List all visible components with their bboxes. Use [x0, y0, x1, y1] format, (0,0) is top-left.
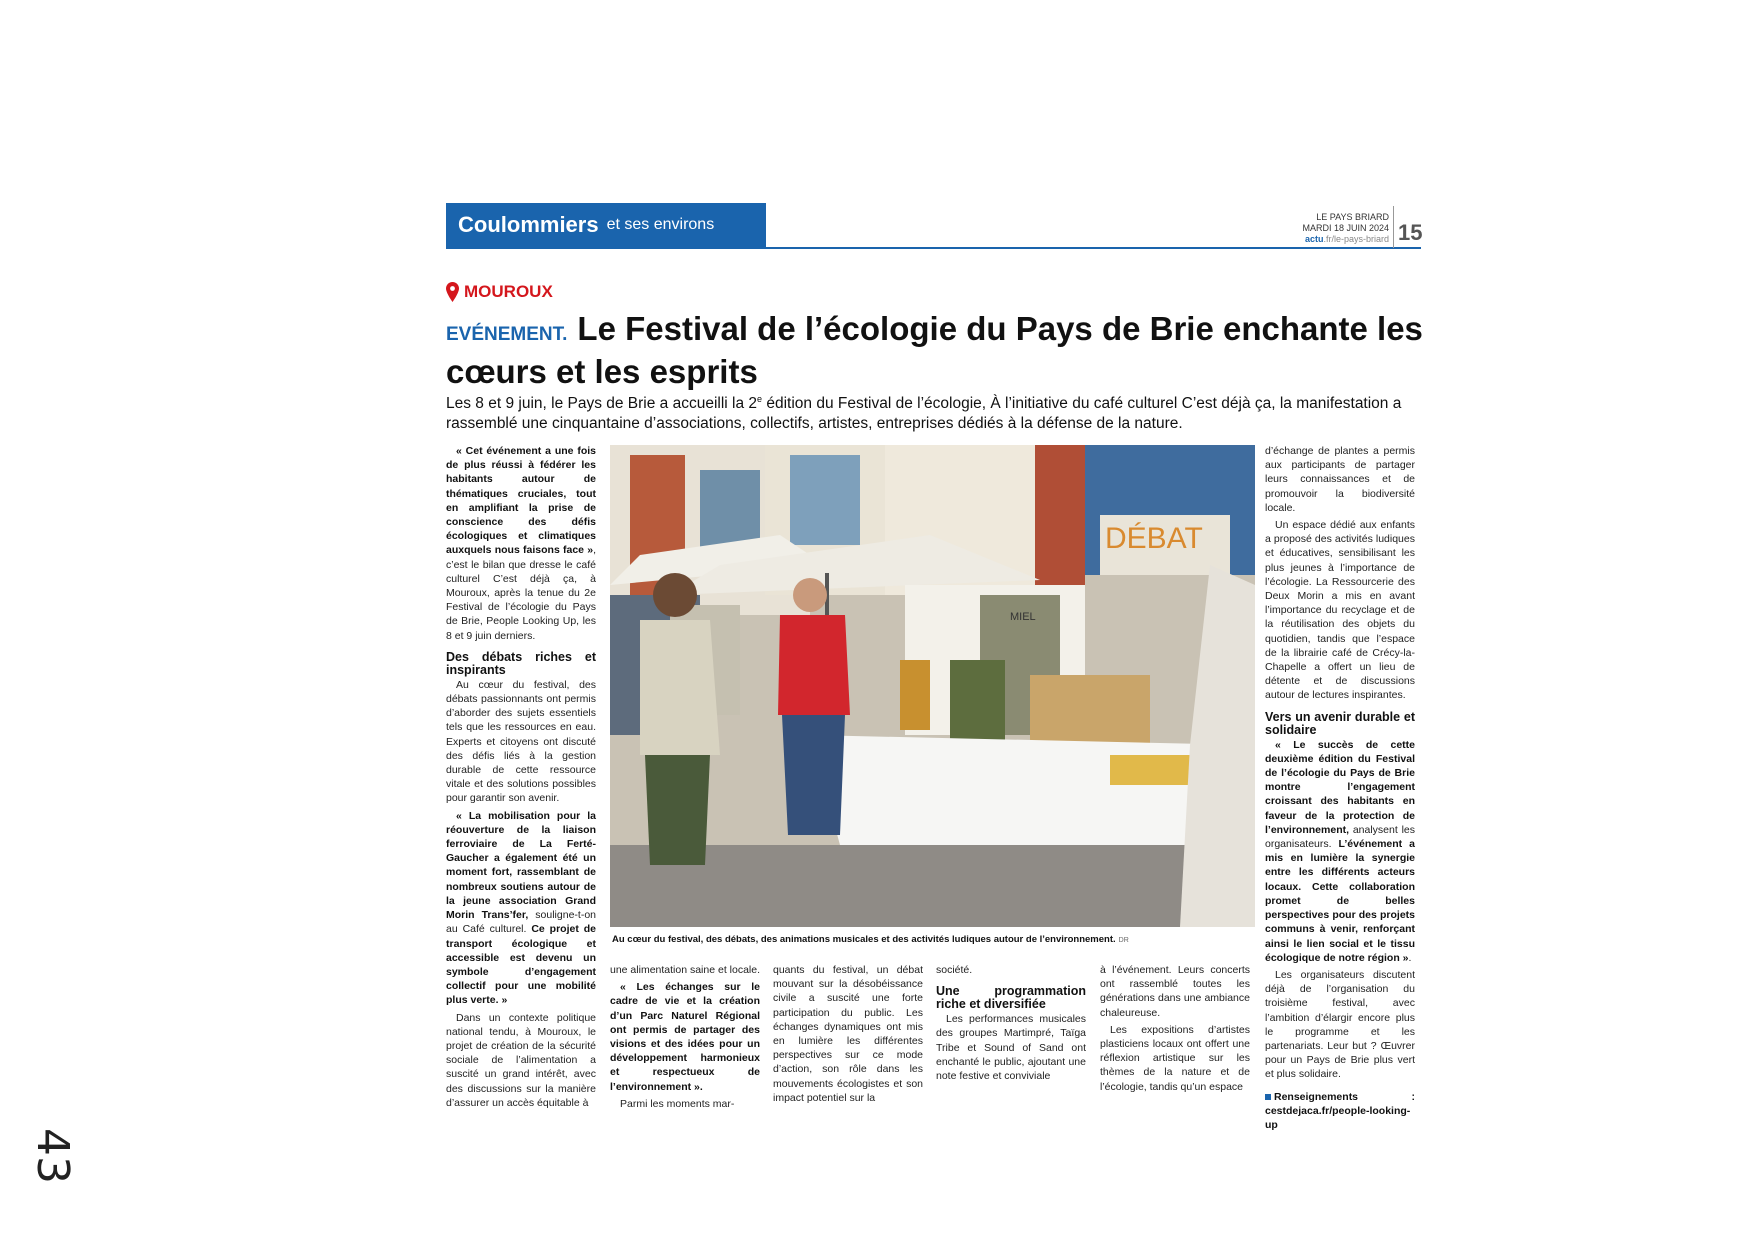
photo-caption: Au cœur du festival, des débats, des animations musicales et des activités ludiques autour de l’environnement. DR	[612, 934, 1129, 945]
newspaper-page-number: 15	[1398, 220, 1423, 245]
article-column-5: à l’événement. Leurs concerts ont rassemblé toutes les générations dans une ambiance chaleureuse. Les expositions d’artistes plasticiens locaux ont offert une réflexion artistique sur les thèmes de la nature et de l’écologie, tandis qu’un espace	[1100, 964, 1250, 1093]
page-separator	[1393, 206, 1394, 248]
article-title	[446, 310, 1426, 390]
section-city: Coulommiers	[458, 212, 599, 237]
article-column-2: une alimentation saine et locale. « Les échanges sur le cadre de vie et la création d’un Parc Naturel Régional ont permis de partager des visions et des idées pour un développement harmonieux et respectueux de l’environnement ». Parmi les moments mar-	[610, 964, 761, 1110]
section-environs: et ses environs	[606, 216, 715, 233]
article-column-1: « Cet événement a une fois de plus réussi à fédérer les habitants autour de thématiques cruciales, tout en amplifiant la prise de conscience des défis écologiques et climatiques auxquels nous faisons face », c’est le bilan que dresse le café culturel C’est déjà ça, à Mouroux, après la tenue du 2e Festival de l’écologie du Pays de Brie, People Looking Up, les 8 et 9 juin derniers. Des débats riches et inspirants Au cœur du festival, des débats passionnants ont permis d’aborder des sujets essentiels tels que les ressources en eau. Experts et citoyens ont discuté des défis liés à la gestion durable de cette ressource vitale et des solutions possibles pour garantir son avenir. « La mobilisation pour la réouverture de la liaison ferroviaire de La Ferté-Gaucher a également été un moment fort, rassemblant de nombreux soutiens autour de la jeune association Grand Morin Trans’fer, souligne-t-on au Café culturel. Ce projet de transport écologique et accessible est devenu un symbole d’engagement collectif pour une mobilité plus verte. » Dans un contexte politique national tendu, à Mouroux, le projet de création de la sécurité sociale de l’alimentation a suscité un grand intérêt, avec des discussions sur la manière d’assurer un accès équitable à	[446, 445, 596, 1109]
paper-date: MARDI 18 JUIN 2024	[1302, 223, 1389, 233]
paper-site: actu.fr/le-pays-briard	[1304, 234, 1389, 244]
square-bullet-icon	[1265, 1094, 1271, 1100]
article-column-6: d’échange de plantes a permis aux participants de partager leurs connaissances et de promouvoir la biodiversité locale. Un espace dédié aux enfants a proposé des activités ludiques et éducatives, sensibilisant les plus jeunes à l’importance de l’écologie. La Ressourcerie des Deux Morin a mis en avant l’importance du recyclage et de la réutilisation des objets du quotidien, tandis que l’espace de la librairie café de Crécy-la-Chapelle a offert un lieu de détente et de discussions autour de lectures inspirantes. Vers un avenir durable et solidaire « Le succès de cette deuxième édition du Festival de l’écologie du Pays de Brie montre l’engagement croissant des habitants en faveur de la protection de l’environnement, analysent les organisateurs. L’événement a mis en lumière la synergie entre les différents acteurs locaux. Cette collaboration promet de belles perspectives pour des projets communs à venir, renforçant ainsi le lien social et le tissu écologique de notre région ». Les organisateurs discutent déjà de l’organisation du troisième festival, avec l’ambition d’élargir encore plus le programme et les partenariats. Leur but ? Œuvrer pour un Pays de Brie plus vert et plus solidaire. Renseignements : cestdejaca.fr/people-looking-up	[1265, 445, 1415, 1131]
article-lead: Les 8 et 9 juin, le Pays de Brie a accueilli la 2e édition du Festival de l’écologie, À l’initiative du café culturel C’est déjà ça, la manifestation a rassemblé une cinquantaine d’associations, collectifs, artistes, entreprises dédiés à la défense de la nature.	[446, 394, 1402, 433]
subheading-avenir: Vers un avenir durable et solidaire	[1265, 709, 1415, 737]
festival-photo	[610, 445, 1255, 927]
article-column-3: quants du festival, un débat mouvant sur la désobéissance civile a suscité une forte participation du public. Les échanges dynamiques ont mis en lumière les différentes perspectives sur ce mode d’action, son rôle dans les mouvements écologistes et son impact potentiel sur la	[773, 964, 923, 1104]
section-header	[446, 203, 766, 247]
location-tag	[446, 282, 553, 302]
svg-text:MIEL: MIEL	[1010, 611, 1036, 623]
subheading-debats: Des débats riches et inspirants	[446, 649, 596, 677]
article-column-4: société. Une programmation riche et diversifiée Les performances musicales des groupes Martimpré, Taïga Tribe et Sound of Sand ont enchanté le public, ajoutant une note festive et conviviale	[936, 964, 1086, 1083]
title-tag: EVÉNEMENT.	[446, 324, 568, 345]
svg-text:DÉBAT: DÉBAT	[1105, 522, 1203, 555]
publication-info	[1240, 212, 1389, 245]
header-rule	[446, 247, 1421, 249]
photo-credit: DR	[1118, 937, 1129, 944]
location-pin-icon	[446, 282, 459, 302]
article-photo	[610, 445, 1255, 927]
headline: Le Festival de l’écologie du Pays de Brie enchante les cœurs et les esprits	[446, 310, 1423, 390]
renseignements: Renseignements : cestdejaca.fr/people-looking-up	[1265, 1090, 1415, 1131]
location-label: MOUROUX	[464, 282, 553, 301]
subheading-programmation: Une programmation riche et diversifiée	[936, 984, 1086, 1012]
paper-name: LE PAYS BRIARD	[1316, 212, 1389, 222]
page-number: 43	[27, 1128, 78, 1184]
